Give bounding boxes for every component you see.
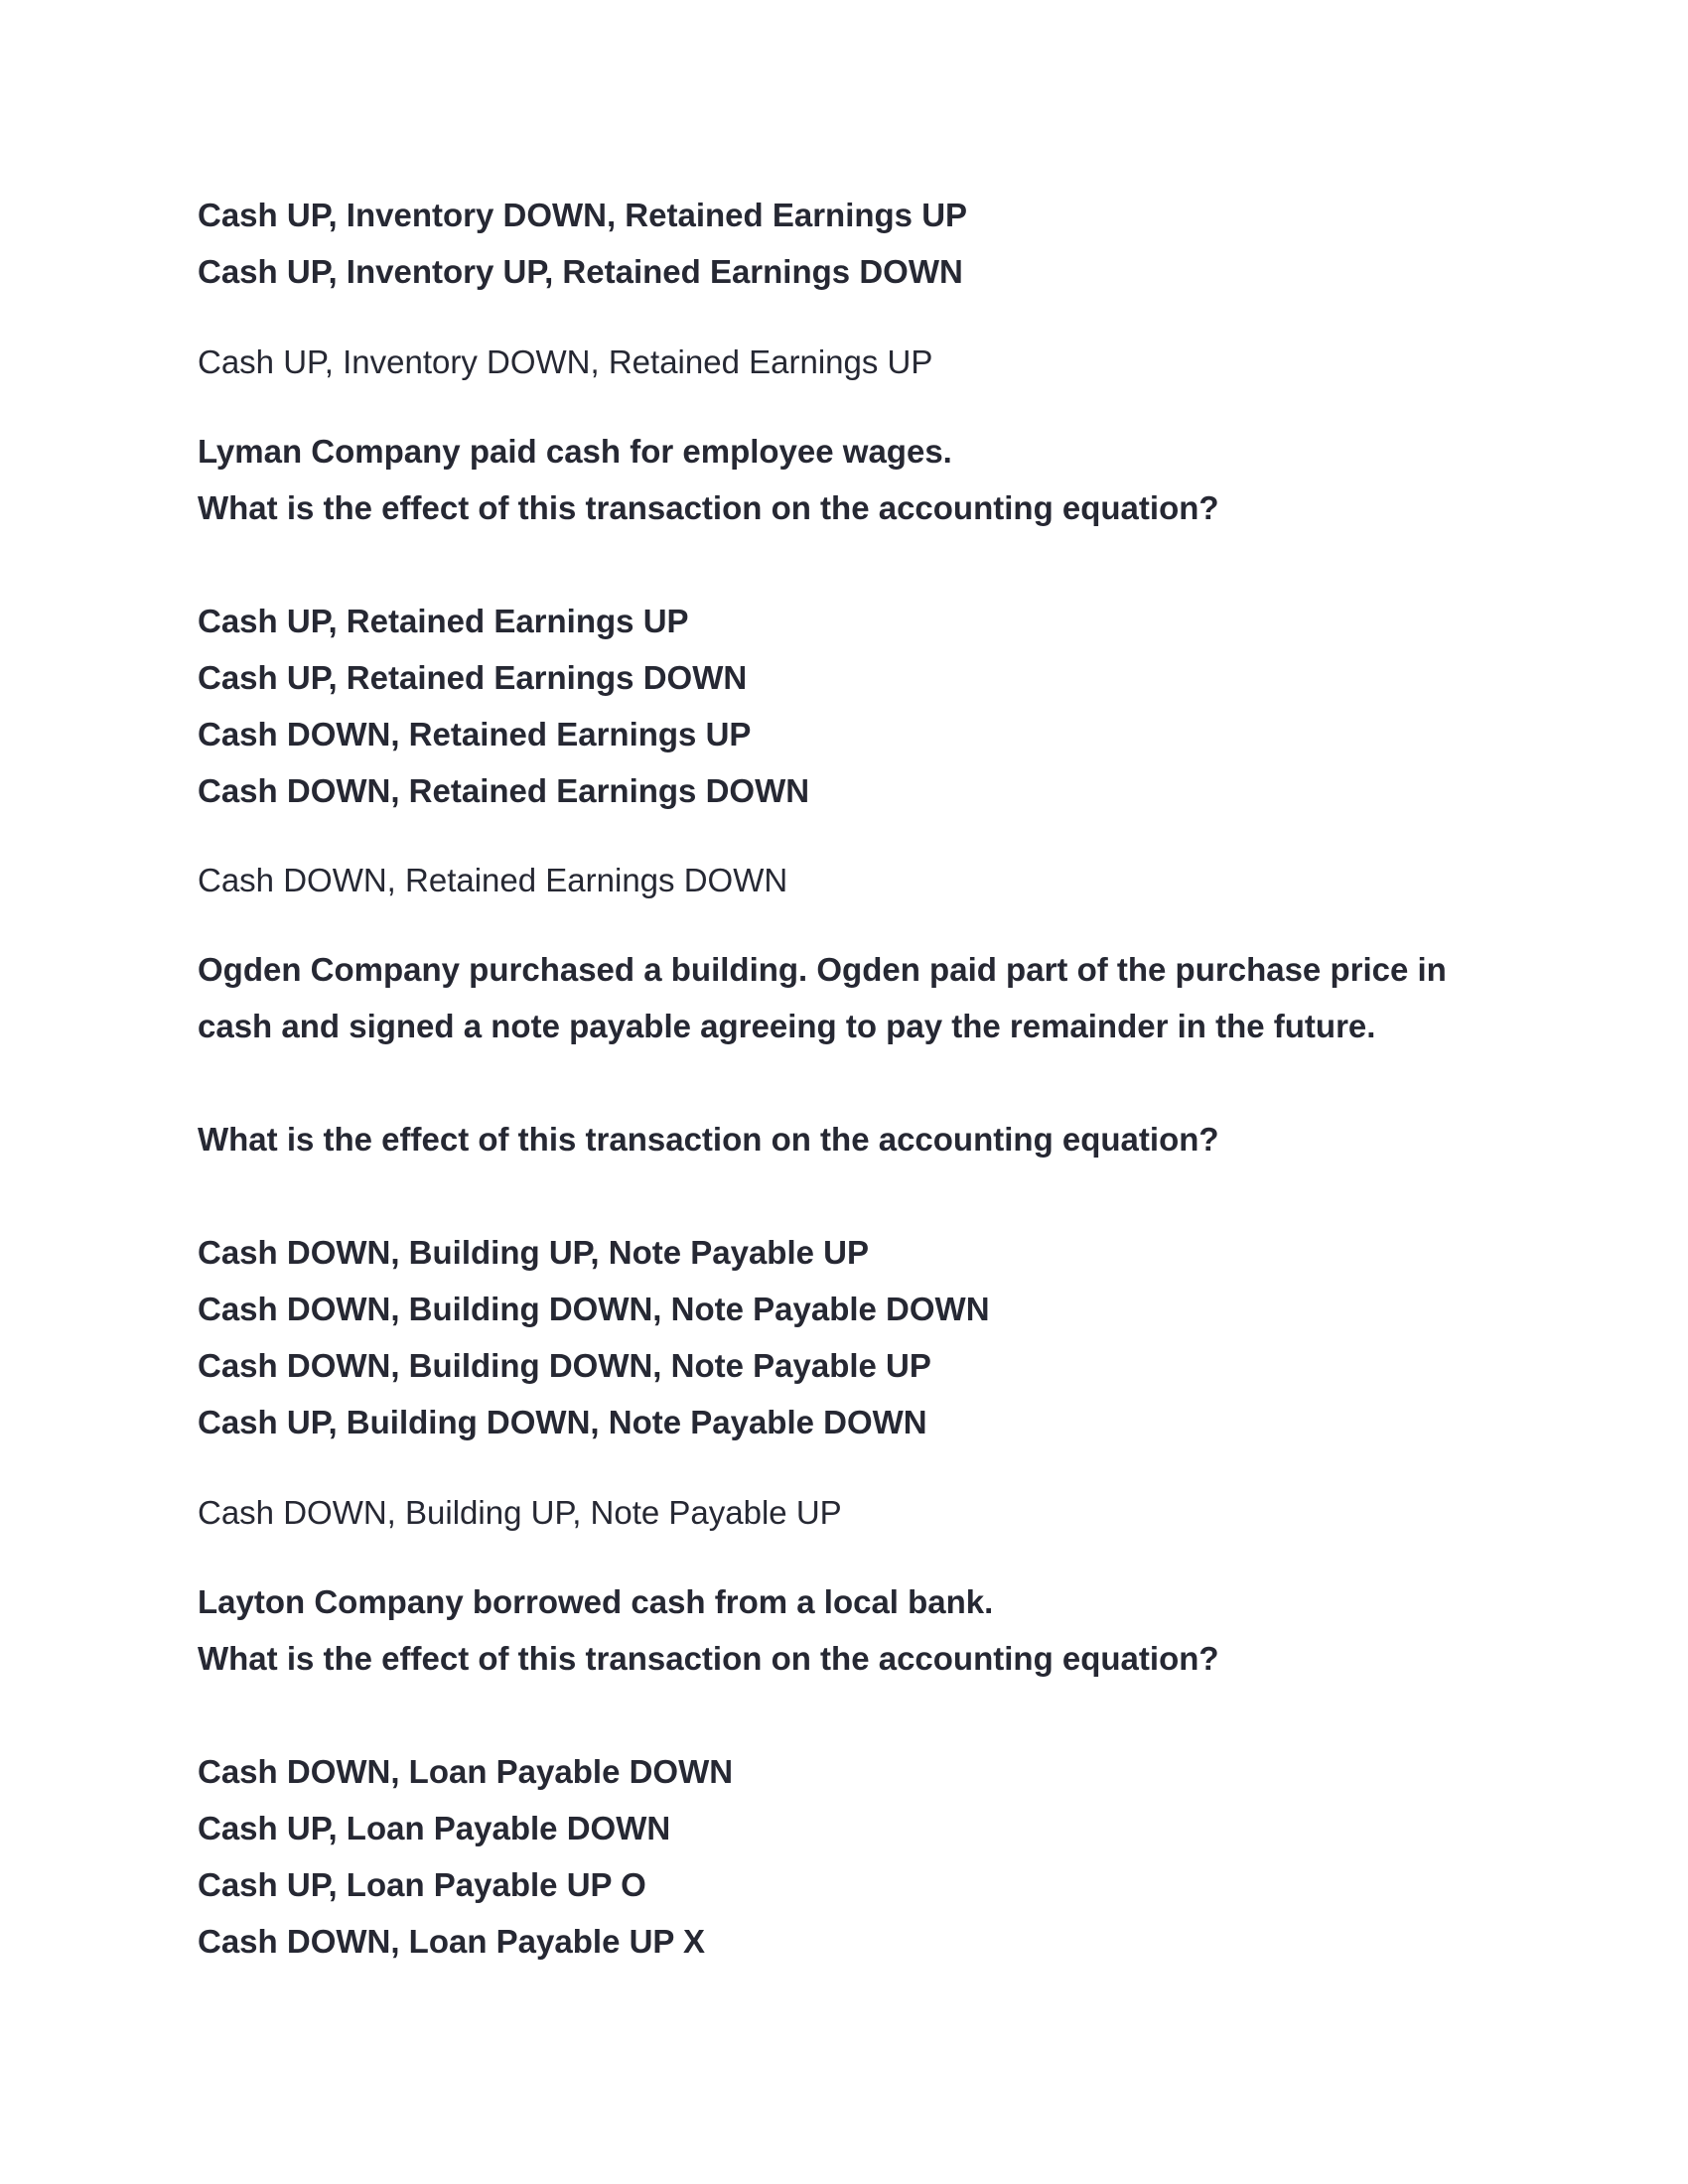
question-text: Layton Company borrowed cash from a local bank. bbox=[198, 1583, 994, 1620]
option-text: Cash UP, Inventory UP, Retained Earnings DOWN bbox=[198, 253, 963, 290]
question-text: Ogden Company purchased a building. Ogden paid part of the purchase price in bbox=[198, 951, 1447, 988]
option-text: Cash DOWN, Building UP, Note Payable UP bbox=[198, 1234, 870, 1271]
option-text: Cash UP, Inventory DOWN, Retained Earnings UP bbox=[198, 197, 968, 233]
option-text: Cash UP, Retained Earnings UP bbox=[198, 603, 689, 639]
answer-text: Cash DOWN, Building UP, Note Payable UP bbox=[198, 1494, 842, 1531]
answer-text: Cash UP, Inventory DOWN, Retained Earnings UP bbox=[198, 343, 933, 380]
option-text: Cash UP, Retained Earnings DOWN bbox=[198, 659, 748, 696]
option-text: Cash UP, Loan Payable UP O bbox=[198, 1866, 646, 1903]
option-text: Cash DOWN, Building DOWN, Note Payable DOWN bbox=[198, 1291, 990, 1327]
question-text: cash and signed a note payable agreeing to pay the remainder in the future. bbox=[198, 1008, 1376, 1044]
option-text: Cash UP, Building DOWN, Note Payable DOWN bbox=[198, 1404, 927, 1440]
option-text: Cash DOWN, Retained Earnings UP bbox=[198, 716, 752, 752]
question-text: Lyman Company paid cash for employee wages. bbox=[198, 433, 952, 470]
question-text: What is the effect of this transaction on the accounting equation? bbox=[198, 489, 1219, 526]
option-text: Cash DOWN, Loan Payable UP X bbox=[198, 1923, 706, 1960]
option-text: Cash UP, Loan Payable DOWN bbox=[198, 1810, 671, 1846]
option-text: Cash DOWN, Retained Earnings DOWN bbox=[198, 772, 810, 809]
question-text: What is the effect of this transaction on the accounting equation? bbox=[198, 1121, 1219, 1158]
answer-text: Cash DOWN, Retained Earnings DOWN bbox=[198, 862, 788, 898]
question-text: What is the effect of this transaction on the accounting equation? bbox=[198, 1640, 1219, 1677]
option-text: Cash DOWN, Building DOWN, Note Payable UP bbox=[198, 1347, 931, 1384]
option-text: Cash DOWN, Loan Payable DOWN bbox=[198, 1753, 734, 1790]
